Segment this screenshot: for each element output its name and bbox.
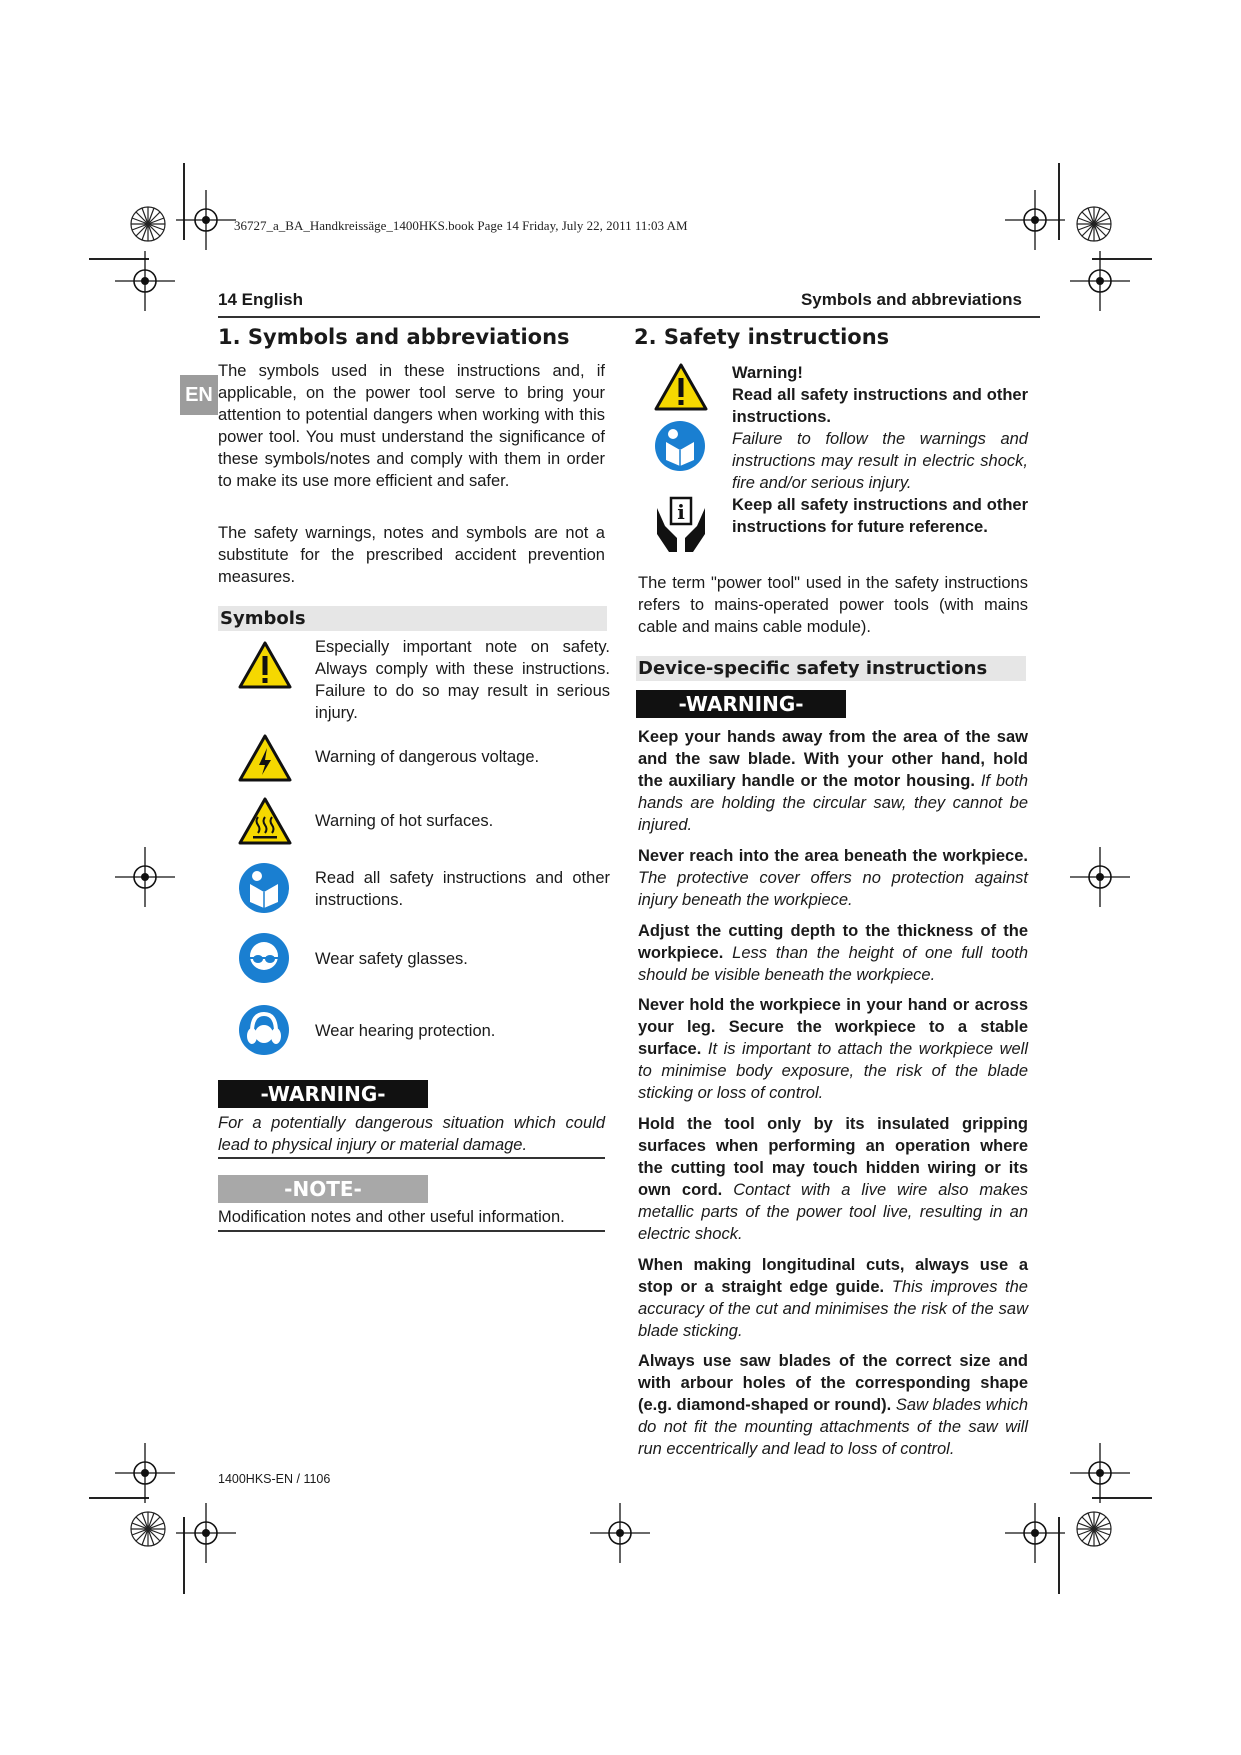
warning-triangle-icon: [238, 640, 292, 690]
safety-item: [638, 1113, 1028, 1245]
language-tab: EN: [180, 375, 218, 415]
safety-item-bold: Never reach into the area beneath the workpiece.: [638, 847, 1028, 865]
read-all-instructions: Read all safety instructions and other instructions.: [732, 386, 1028, 426]
safety-item-italic: This improves the accuracy of the cut and minimises the risk of the saw blade sticking.: [638, 1278, 1028, 1340]
symbol-text-safety-note: Especially important note on safety. Always comply with these instructions. Failure to do so may result in serious injury.: [315, 638, 610, 722]
warning-title: Warning!: [732, 364, 803, 382]
header-rule: [218, 316, 1040, 318]
footer-doc-code: 1400HKS-EN / 1106: [218, 1472, 331, 1486]
header-section-title: Symbols and abbreviations: [800, 290, 1022, 309]
safety-item: [638, 1350, 1028, 1460]
symbol-text-hot-surfaces: Warning of hot surfaces.: [315, 812, 494, 830]
safety-item-italic: It is important to attach the workpiece well to minimise body exposure, the risk of the blade sticking or loss of control.: [638, 1040, 1028, 1102]
safety-item-bold: Never hold the workpiece in your hand or across your leg. Secure the workpiece to a stable surface.: [638, 996, 1028, 1058]
intro-paragraph: The symbols used in these instructions and, if applicable, on the power tool serve to bring your attention to potential dangers when working with this power tool. You must understand the significance of these symbols/notes and comply with them in order to make its use more efficient and safer.: [218, 362, 605, 490]
warning-rule: [218, 1157, 605, 1159]
safety-item-bold: Keep your hands away from the area of the saw and the saw blade. With your other hand, hold the auxiliary handle or the motor housing.: [638, 728, 1028, 790]
header-page-label: 14 English: [218, 290, 304, 309]
device-specific-subheading: Device-specific safety instructions: [636, 656, 1026, 681]
device-warning-label-box: -WARNING-: [636, 690, 846, 718]
safety-item: [638, 726, 1028, 836]
section-heading-symbols: 1. Symbols and abbreviations: [218, 325, 570, 349]
warning-block: [732, 362, 1028, 538]
note-label-box: -NOTE-: [218, 1175, 428, 1203]
safety-item-italic: Saw blades which do not fit the mounting attachments of the saw will run eccentrically and lead to loss of control.: [638, 1396, 1028, 1458]
safety-item-bold: When making longitudinal cuts, always use a stop or a straight edge guide.: [638, 1256, 1028, 1296]
keep-instructions-icon: [651, 494, 711, 558]
voltage-warning-icon: [238, 733, 292, 783]
symbol-text-voltage: Warning of dangerous voltage.: [315, 748, 540, 766]
read-manual-icon: [654, 420, 706, 472]
safety-item: [638, 994, 1028, 1104]
safety-item-italic: The protective cover offers no protection against injury beneath the workpiece.: [638, 869, 1028, 909]
failure-consequence: Failure to follow the warnings and instructions may result in electric shock, fire and/or serious injury.: [732, 430, 1028, 492]
safety-item: [638, 1254, 1028, 1342]
section-heading-safety: 2. Safety instructions: [634, 325, 890, 349]
hearing-protection-icon: [238, 1004, 290, 1056]
safety-glasses-icon: [238, 932, 290, 984]
symbol-text-safety-glasses: Wear safety glasses.: [315, 950, 468, 968]
safety-item-bold: Adjust the cutting depth to the thickness of the workpiece.: [638, 922, 1028, 962]
intro-paragraph-2: The safety warnings, notes and symbols are not a substitute for the prescribed accident prevention measures.: [218, 524, 605, 586]
safety-item: [638, 845, 1028, 911]
warning-description: For a potentially dangerous situation which could lead to physical injury or material damage.: [218, 1114, 605, 1154]
warning-label-box: -WARNING-: [218, 1080, 428, 1108]
safety-item-bold: Hold the tool only by its insulated gripping surfaces when performing an operation where the cutting tool may touch hidden wiring or its own cord.: [638, 1115, 1028, 1199]
safety-item-italic: Less than the height of one full tooth should be visible beneath the workpiece.: [638, 944, 1029, 984]
hot-surface-warning-icon: [238, 796, 292, 846]
print-slug: 36727_a_BA_Handkreissäge_1400HKS.book Page 14 Friday, July 22, 2011 11:03 AM: [234, 218, 688, 233]
safety-item: [638, 920, 1028, 986]
symbols-subheading: Symbols: [218, 606, 607, 631]
symbol-text-hearing-protection: Wear hearing protection.: [315, 1022, 496, 1040]
symbol-text-read-instructions: Read all safety instructions and other instructions.: [315, 869, 610, 909]
power-tool-term: The term "power tool" used in the safety instructions refers to mains-operated power tools (with mains cable and mains cable module).: [638, 574, 1028, 636]
read-manual-icon: [238, 862, 290, 914]
note-description: Modification notes and other useful information.: [218, 1208, 565, 1226]
svg-text:i: i: [677, 500, 685, 524]
safety-item-bold: Always use saw blades of the correct size and with arbour holes of the corresponding shape (e.g. diamond-shaped or round).: [638, 1352, 1028, 1414]
note-rule: [218, 1230, 605, 1232]
safety-item-italic: Contact with a live wire also makes metallic parts of the power tool live, resulting in an electric shock.: [638, 1181, 1029, 1243]
keep-all-instructions: Keep all safety instructions and other instructions for future reference.: [732, 496, 1028, 536]
warning-triangle-icon: [654, 362, 708, 412]
safety-item-italic: If both hands are holding the circular saw, they cannot be injured.: [638, 772, 1028, 834]
